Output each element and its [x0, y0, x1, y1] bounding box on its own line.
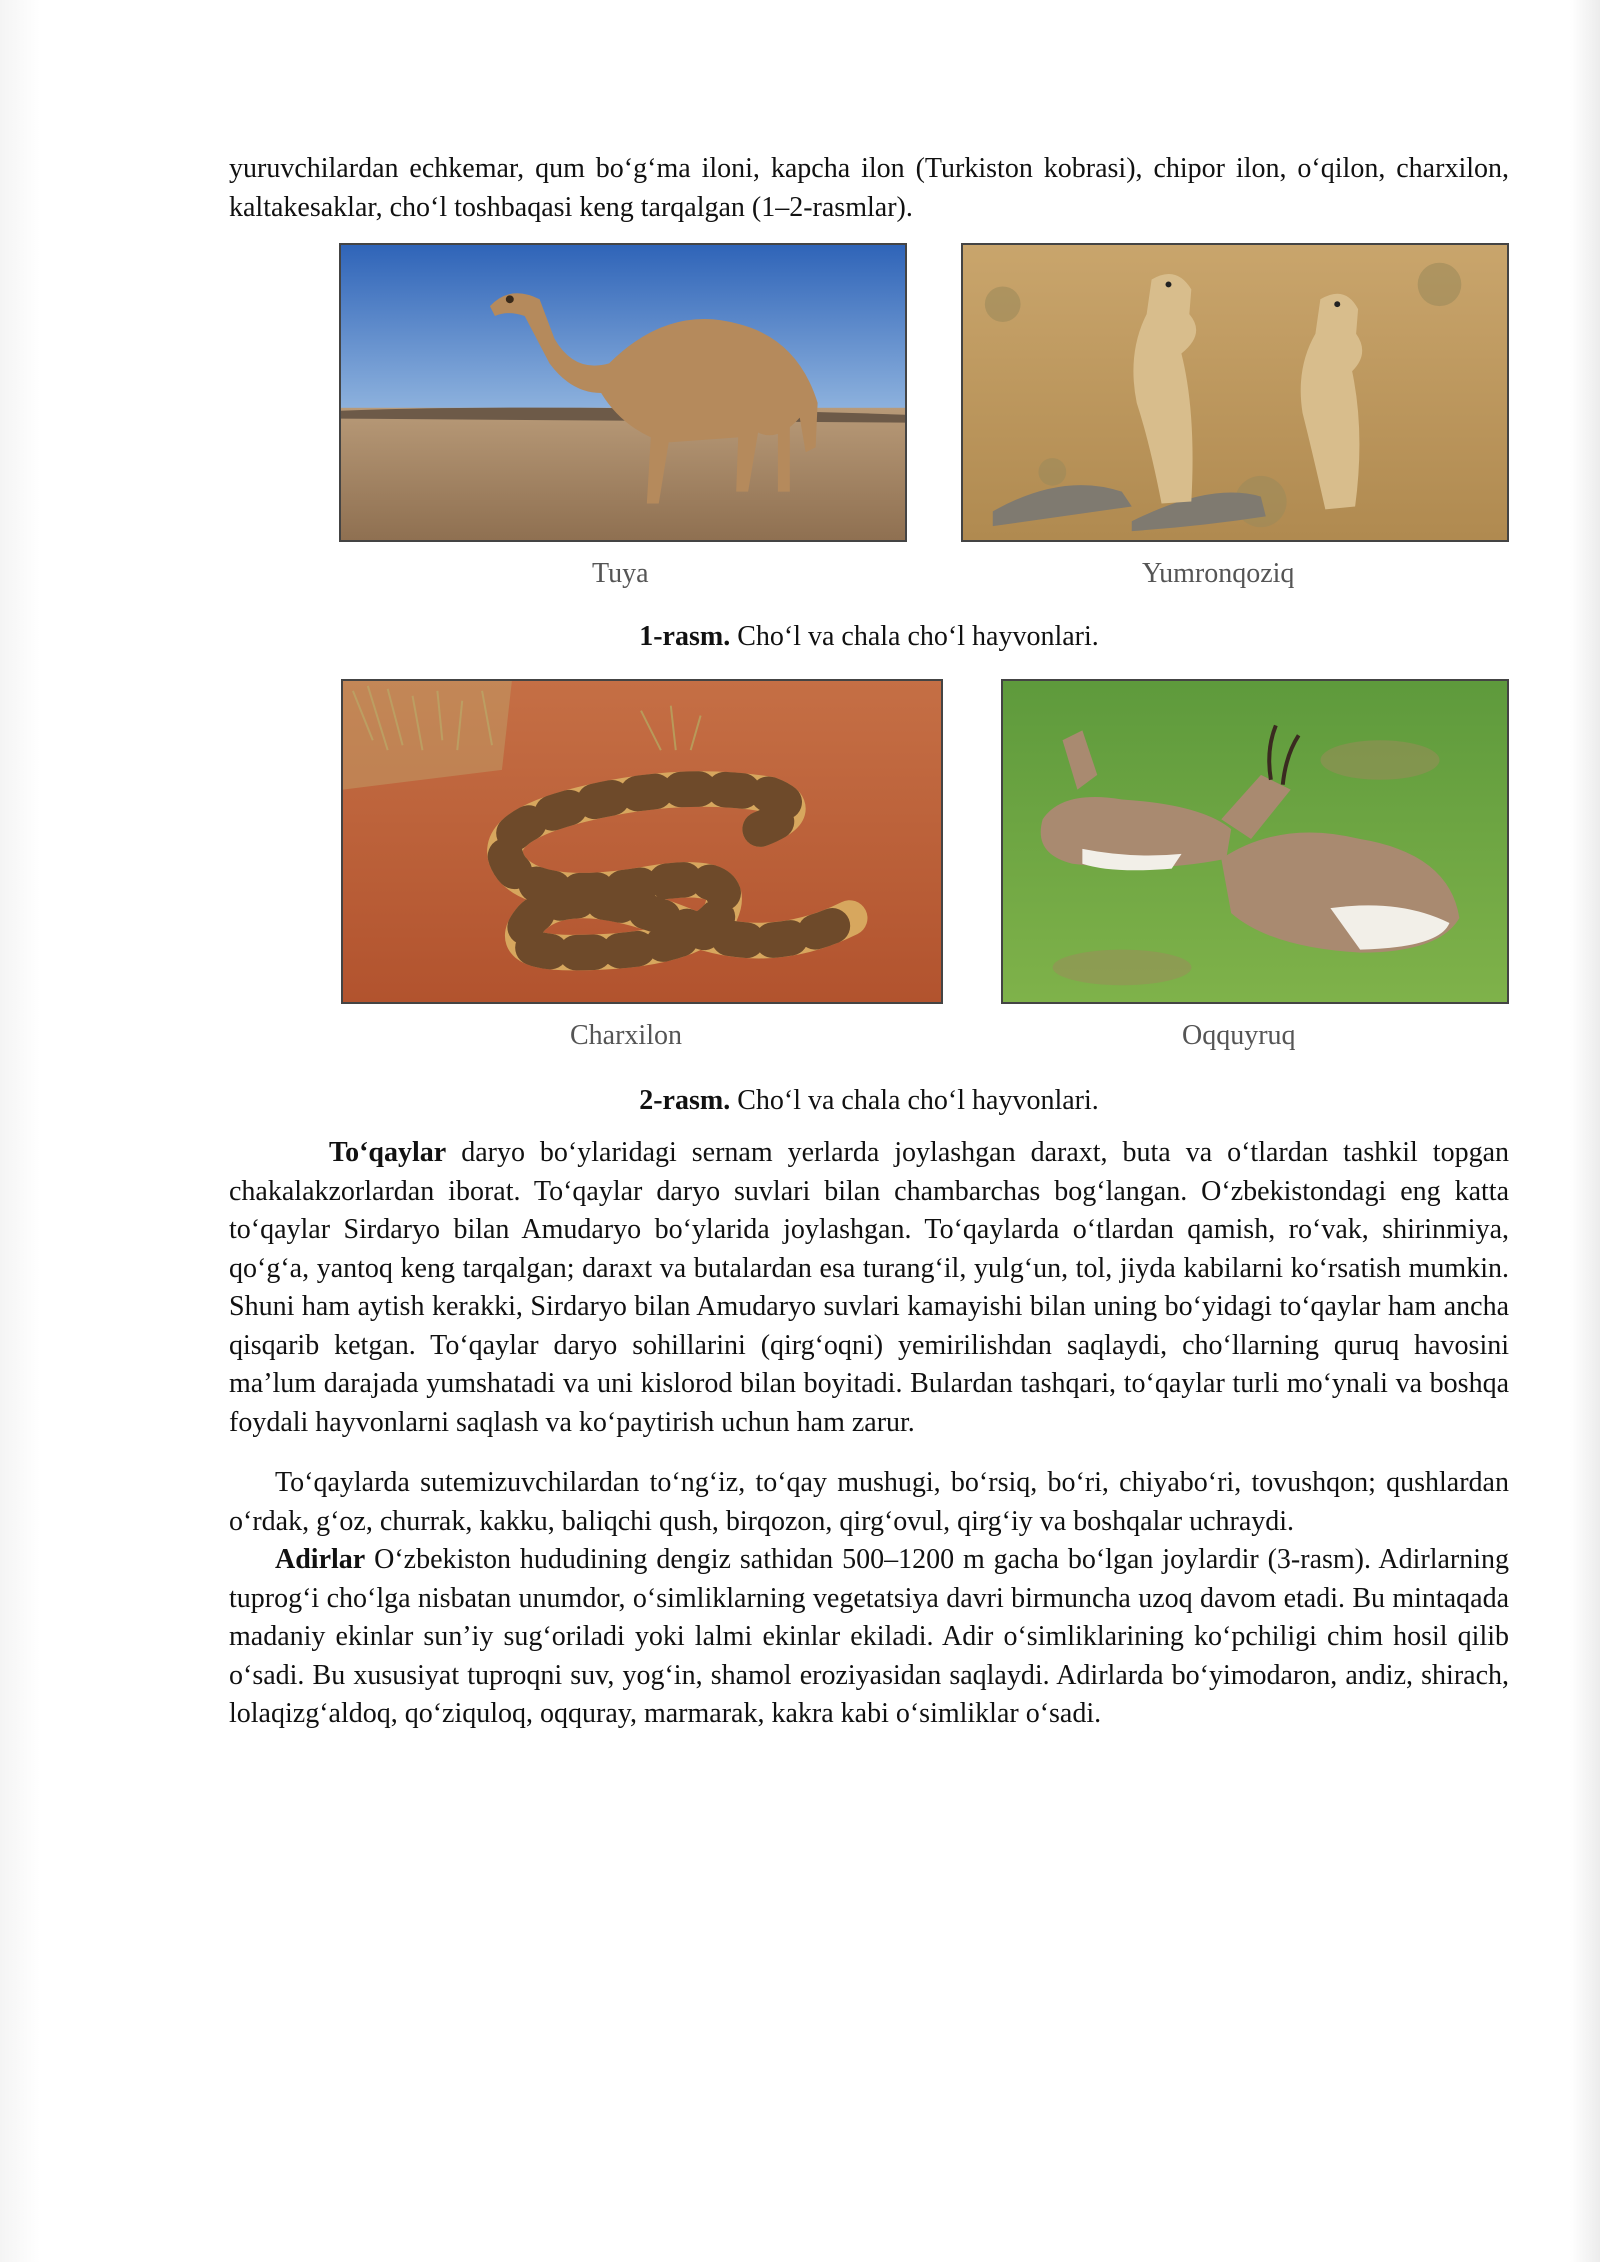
intro-paragraph: yuruvchilardan echkemar, qum bo‘g‘ma iloni, kapcha ilon (Turkiston kobrasi), chipor ilon, o‘qilon, charxilon, kaltakesaklar, cho‘l toshbaqasi keng tarqalgan (1–2-rasmlar). — [229, 153, 1509, 223]
ground-squirrel-photo — [961, 243, 1509, 542]
document-body — [229, 150, 1509, 1734]
page-edge-left — [0, 0, 40, 2262]
gazelle-photo — [1001, 679, 1509, 1004]
figure-1-caption-text: Cho‘l va chala cho‘l hayvonlari. — [730, 621, 1099, 652]
camel-photo — [339, 243, 907, 542]
figure-2 — [229, 679, 1509, 1082]
adirlar-paragraph — [229, 1541, 1509, 1734]
page-edge-right — [1570, 0, 1600, 2262]
photo-label-sand-snake: Charxilon — [570, 1019, 682, 1051]
toqaylar-term: To‘qaylar — [329, 1137, 447, 1168]
fauna-paragraph: To‘qaylarda sutemizuvchilardan to‘ng‘iz, to‘qay mushugi, bo‘rsiq, bo‘ri, chiyabo‘ri, tovushqon; qushlardan o‘rdak, g‘oz, churrak, kakku, baliqchi qush, birqozon, qirg‘ovul, qirg‘iy va boshqalar uchraydi. — [229, 1467, 1509, 1537]
toqaylar-text: daryo bo‘ylaridagi sernam yerlarda joylashgan daraxt, buta va o‘tlardan tashkil topgan chakalakzorlardan iborat. To‘qaylar daryo suvlari bilan chambarchas bog‘langan. O‘zbekistondagi eng katta to‘qaylar Sirdaryo bilan Amudaryo bo‘ylarida joylashgan. To‘qaylarda o‘tlardan qamish, ro‘vak, shirinmiya, qo‘g‘a, yantoq keng tarqalgan; daraxt va butalardan esa turang‘il, yulg‘un, tol, jiyda kabilarni ko‘rsatish mumkin. Shuni ham aytish kerakki, Sirdaryo bilan Amudaryo suvlari kamayishi bilan uning bo‘yidagi to‘qaylar ham ancha qisqarib ketgan. To‘qaylar daryo sohillarini (qirg‘oqni) yemirilishdan saqlaydi, cho‘llarning quruq havosini ma’lum darajada yumshatadi va uni kislorod bilan boyitadi. Bulardan tashqari, to‘qaylar turli mo‘ynali va boshqa foydali hayvonlarni saqlash va ko‘paytirish uchun ham zarur. — [229, 1137, 1509, 1438]
toqaylar-paragraph — [229, 1134, 1509, 1442]
sand-snake-photo — [341, 679, 943, 1004]
photo-label-ground-squirrel: Yumronqoziq — [1142, 558, 1295, 589]
figure-1-caption — [229, 618, 1509, 657]
adirlar-text: O‘zbekiston hududining dengiz sathidan 500–1200 m gacha bo‘lgan joylardir (3-rasm). Adirlarning tuprog‘i cho‘lga nisbatan unumdor, o‘simliklarning vegetatsiya davri birmuncha uzoq davom etadi. Bu mintaqada madaniy ekinlar sun’iy sug‘oriladi yoki lalmi ekinlar ekiladi. Adir o‘simliklarining ko‘pchiligi chim hosil qilib o‘sadi. Bu xususiyat tuproqni suv, yog‘in, shamol eroziyasidan saqlaydi. Adirlarda bo‘yimodaron, andiz, shirach, lolaqizg‘aldoq, qo‘ziquloq, oqquray, marmarak, kakra kabi o‘simliklar o‘sadi. — [229, 1544, 1509, 1729]
figure-1-caption-number: 1-rasm. — [639, 621, 731, 652]
figure-2-caption-text: Cho‘l va chala cho‘l hayvonlari. — [730, 1084, 1099, 1116]
figure-2-caption — [229, 1082, 1509, 1121]
figure-2-caption-number: 2-rasm. — [639, 1084, 731, 1116]
photo-label-gazelle: Oqquyruq — [1182, 1019, 1296, 1051]
figure-1 — [229, 243, 1509, 618]
adirlar-term: Adirlar — [275, 1544, 366, 1575]
photo-label-camel: Tuya — [592, 558, 649, 589]
